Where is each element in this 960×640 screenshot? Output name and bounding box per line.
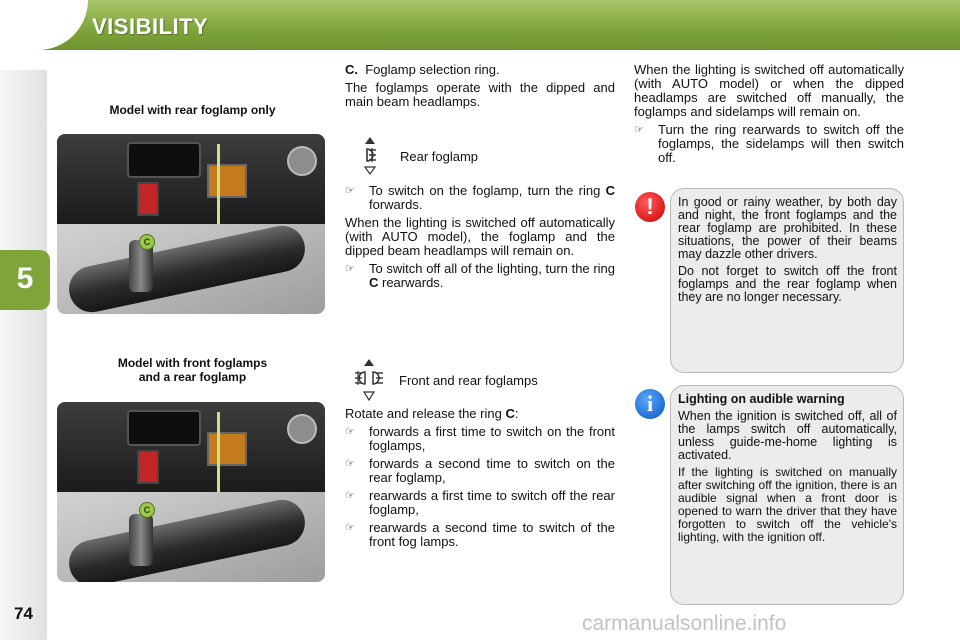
caption-line-2: and a rear foglamp: [138, 370, 247, 384]
bullet-switch-on: [345, 184, 615, 212]
watermark: carmanualsonline.info: [582, 612, 787, 635]
front-rear-foglamp-legend: [353, 358, 538, 402]
rotate-intro: [345, 407, 615, 421]
caption-front-and-rear-foglamps: [80, 356, 305, 384]
pointer-line: [217, 144, 220, 224]
rotate-bullet: [345, 489, 615, 517]
pointing-hand-icon: ☞: [345, 458, 355, 470]
ring-c-badge: C: [139, 234, 155, 250]
pointing-hand-icon: ☞: [345, 185, 355, 197]
warning-icon: !: [635, 192, 665, 222]
info-paragraph-1: When the ignition is switched off, all of the lamps switch off automatically, unless guide-me-home lighting is activated.: [678, 409, 897, 462]
rear-foglamp-icon: [360, 136, 380, 176]
front-rear-foglamp-icon: [353, 358, 385, 402]
pointer-line: [217, 412, 220, 492]
c-label: C.: [345, 62, 358, 77]
dashboard-display: [207, 164, 247, 198]
rotate-colon: :: [514, 406, 519, 421]
right-auto-off: [634, 63, 904, 169]
rear-foglamp-legend: [360, 136, 478, 176]
info-paragraph-2: If the lighting is switched on manually after switching off the ignition, there is an audible signal when a front door is opened to warn the driver that they have forgotten to switch off the vehicle's lighting, with the ignition off.: [678, 465, 897, 544]
pointing-hand-icon: ☞: [345, 426, 355, 438]
photo-rear-foglamp-stalk: [57, 134, 325, 314]
rotate-bullet-text: rearwards a second time to switch of the front fog lamps.: [369, 520, 615, 549]
air-vent: [127, 410, 201, 446]
ring-letter: C: [505, 406, 515, 421]
steering-logo: [287, 414, 317, 444]
foglamp-ring: [129, 514, 153, 566]
intro-text: The foglamps operate with the dipped and main beam headlamps.: [345, 80, 615, 109]
lighting-stalk: [65, 496, 309, 582]
bullet-switch-off: [345, 262, 615, 290]
steering-logo: [287, 146, 317, 176]
warning-paragraph-2: Do not forget to switch off the front foglamps and the rear foglamp when they are no longer necessary.: [678, 264, 897, 304]
warning-paragraph-1: In good or rainy weather, by both day and night, the front foglamps and the rear foglamp are prohibited. In these situations, the power of their beams may dazzle other drivers.: [678, 195, 897, 261]
middle-rear-instructions: [345, 184, 615, 294]
dashboard-display: [207, 432, 247, 466]
rotate-bullet-text: rearwards a first time to switch off the rear foglamp,: [369, 488, 615, 517]
middle-intro: [345, 63, 615, 113]
pointing-hand-icon: ☞: [634, 124, 644, 136]
info-title: Lighting on audible warning: [678, 392, 845, 406]
chapter-tab: [0, 250, 50, 310]
rotate-bullet: [345, 521, 615, 549]
ring-letter: C: [369, 275, 379, 290]
page-number: 74: [14, 604, 33, 623]
pointing-hand-icon: ☞: [345, 522, 355, 534]
ring-letter: C: [605, 183, 615, 198]
chapter-number: 5: [16, 262, 34, 295]
caption-line-1: Model with front foglamps: [117, 356, 268, 370]
photo-front-rear-foglamp-stalk: [57, 402, 325, 582]
pointing-hand-icon: ☞: [345, 490, 355, 502]
info-box: [670, 385, 904, 605]
air-vent: [127, 142, 201, 178]
front-rear-foglamp-label: Front and rear foglamps: [399, 372, 538, 388]
auto-off-bullet-text: Turn the ring rearwards to switch off the foglamps, the sidelamps will then switch off.: [658, 122, 904, 165]
c-text: Foglamp selection ring.: [365, 62, 500, 77]
rotate-bullet: [345, 425, 615, 453]
middle-rotate-instructions: [345, 407, 615, 553]
hazard-button: [137, 182, 159, 216]
warning-box: [670, 188, 904, 373]
rotate-text: Rotate and release the ring: [345, 406, 506, 421]
rotate-bullet: [345, 457, 615, 485]
bullet-text: forwards.: [369, 197, 423, 212]
auto-off-paragraph: When the lighting is switched off automatically (with AUTO model) or when the dipped headlamps are switched off manually, the foglamps and sidelamps will remain on.: [634, 62, 904, 119]
bullet-text: rearwards.: [378, 275, 444, 290]
bullet-text: To switch off all of the lighting, turn the ring: [369, 261, 615, 276]
pointing-hand-icon: ☞: [345, 263, 355, 275]
page-title: VISIBILITY: [92, 14, 209, 39]
auto-off-bullet: [634, 123, 904, 165]
lighting-stalk: [65, 222, 309, 314]
rotate-bullet-text: forwards a second time to switch on the rear foglamp,: [369, 456, 615, 485]
c-definition: [345, 63, 615, 77]
auto-model-paragraph: When the lighting is switched off automatically (with AUTO model), the foglamp and the dipped beam headlamps will remain on.: [345, 215, 615, 258]
caption-rear-foglamp-only: Model with rear foglamp only: [109, 103, 276, 117]
rotate-bullet-text: forwards a first time to switch on the front foglamps,: [369, 424, 615, 453]
side-strip: [0, 70, 47, 640]
bullet-text: To switch on the foglamp, turn the ring: [369, 183, 606, 198]
rear-foglamp-label: Rear foglamp: [400, 148, 479, 164]
ring-c-badge: C: [139, 502, 155, 518]
hazard-button: [137, 450, 159, 484]
info-icon: i: [635, 389, 665, 419]
